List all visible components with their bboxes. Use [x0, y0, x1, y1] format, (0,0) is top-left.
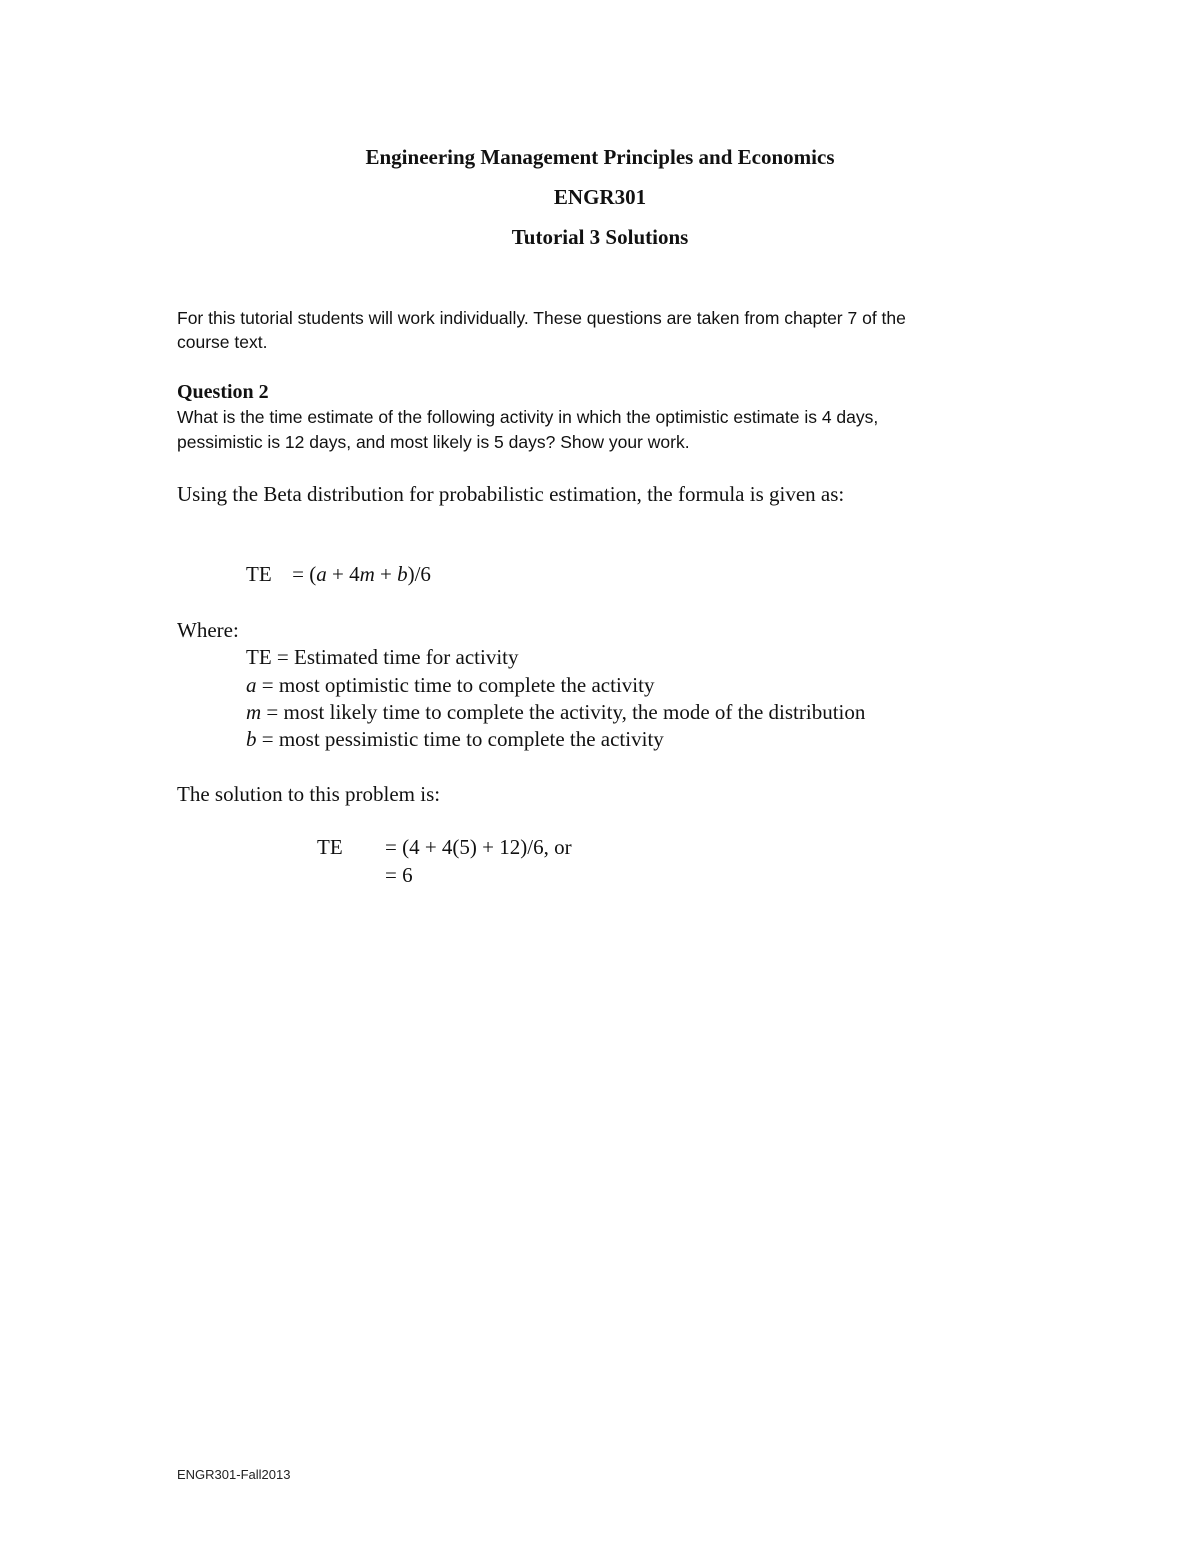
solution-lhs: TE	[317, 835, 343, 859]
definition-symbol-b: b	[246, 727, 257, 751]
intro-line-2: course text.	[177, 332, 268, 352]
definition-text-b: = most pessimistic time to complete the activity	[256, 727, 664, 751]
course-title: Engineering Management Principles and Economics	[365, 145, 835, 169]
formula-close: )/6	[407, 562, 431, 586]
page-footer: ENGR301-Fall2013	[177, 1467, 291, 1482]
definition-symbol-te: TE	[246, 645, 272, 669]
definition-text-a: = most optimistic time to complete the activity	[256, 673, 655, 697]
definition-symbol-m: m	[246, 700, 262, 724]
solution-line-2: = 6	[385, 863, 413, 887]
definition-b	[246, 726, 664, 753]
definition-symbol-a: a	[246, 673, 257, 697]
solution-lead: The solution to this problem is:	[177, 782, 441, 806]
course-code: ENGR301	[553, 185, 647, 209]
formula-eq-open: = (	[292, 562, 317, 586]
intro-line-1: For this tutorial students will work individually. These questions are taken from chapter 7 of the	[177, 308, 906, 328]
answer-lead: Using the Beta distribution for probabilistic estimation, the formula is given as:	[177, 482, 845, 506]
document-title: Tutorial 3 Solutions	[511, 225, 689, 249]
formula-plus-2: +	[374, 562, 398, 586]
formula-var-m: m	[359, 562, 375, 586]
definition-te	[246, 644, 519, 671]
definition-a	[246, 672, 654, 699]
solution-line-1: = (4 + 4(5) + 12)/6, or	[385, 835, 572, 859]
question-line-1: What is the time estimate of the following activity in which the optimistic estimate is 4 days,	[177, 407, 879, 427]
formula	[246, 561, 431, 588]
where-label: Where:	[177, 618, 239, 642]
definition-text-te: = Estimated time for activity	[271, 645, 519, 669]
formula-var-b: b	[397, 562, 408, 586]
formula-lhs: TE	[246, 562, 272, 586]
formula-var-a: a	[316, 562, 327, 586]
definition-m	[246, 699, 865, 726]
question-heading: Question 2	[177, 381, 269, 403]
question-line-2: pessimistic is 12 days, and most likely is 5 days? Show your work.	[177, 432, 690, 452]
definition-text-m: = most likely time to complete the activity, the mode of the distribution	[261, 700, 866, 724]
formula-plus-1: + 4	[326, 562, 360, 586]
